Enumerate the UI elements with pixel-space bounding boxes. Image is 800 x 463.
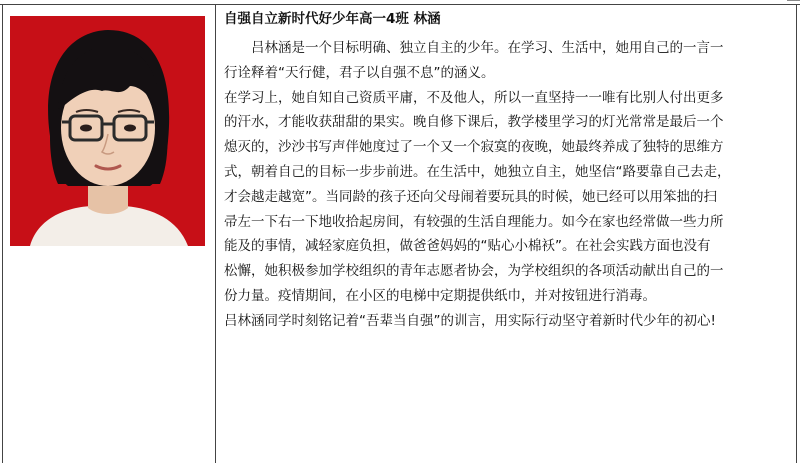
portrait-illustration [10, 16, 205, 246]
title-class-suffix: 班 [395, 11, 409, 27]
title-class-number: 4 [386, 11, 396, 27]
body-line: 式，朝着自己的目标一步步前进。在生活中，她独立自主，她坚信“路要靠自己去走， [224, 163, 731, 180]
table-left-border [2, 4, 3, 463]
table-top-border [0, 4, 800, 5]
body-line: 吕林涵同学时刻铭记着“吾辈当自强”的训言，用实际行动坚守着新时代少年的初心! [224, 312, 716, 329]
profile-title [224, 10, 790, 28]
body-line: 能及的事情，减轻家庭负担，做爸爸妈妈的“贴心小棉袄”。在社会实践方面也没有 [224, 238, 711, 255]
student-photo [10, 16, 205, 246]
body-line: 松懈，她积极参加学校组织的青年志愿者协会，为学校组织的各项活动献出自己的一 [224, 263, 724, 280]
profile-text-column [224, 10, 790, 334]
table-corner-stub [787, 0, 800, 1]
table-right-border [796, 4, 797, 463]
body-line: 份力量。疫情期间，在小区的电梯中定期提供纸巾，并对按钮进行消毒。 [224, 287, 656, 304]
body-line: 吕林涵是一个目标明确、独立自主的少年。在学习、生活中，她用自己的一言一 [251, 40, 724, 56]
student-name: 林涵 [413, 11, 441, 27]
body-line: 熄灭的，沙沙书写声伴她度过了一个又一个寂寞的夜晚，她最终养成了独特的思维方 [224, 139, 724, 156]
title-prefix: 自强自立新时代好少年高一 [224, 11, 386, 27]
body-line: 帚左一下右一下地收拾起房间，有较强的生活自理能力。如今在家也经常做一些力所 [224, 213, 724, 230]
body-line: 行诠释着“天行健，君子以自强不息”的涵义。 [224, 64, 495, 81]
body-line: 在学习上，她自知自己资质平庸，不及他人，所以一直坚持一一唯有比别人付出更多 [224, 89, 724, 106]
body-line: 的汗水，才能收获甜甜的果实。晚自修下课后，教学楼里学习的灯光常常是最后一个 [224, 114, 724, 131]
table-column-divider [215, 4, 216, 463]
body-line: 才会越走越宽”。当同龄的孩子还向父母闹着要玩具的时候，她已经可以用笨拙的扫 [224, 188, 717, 205]
